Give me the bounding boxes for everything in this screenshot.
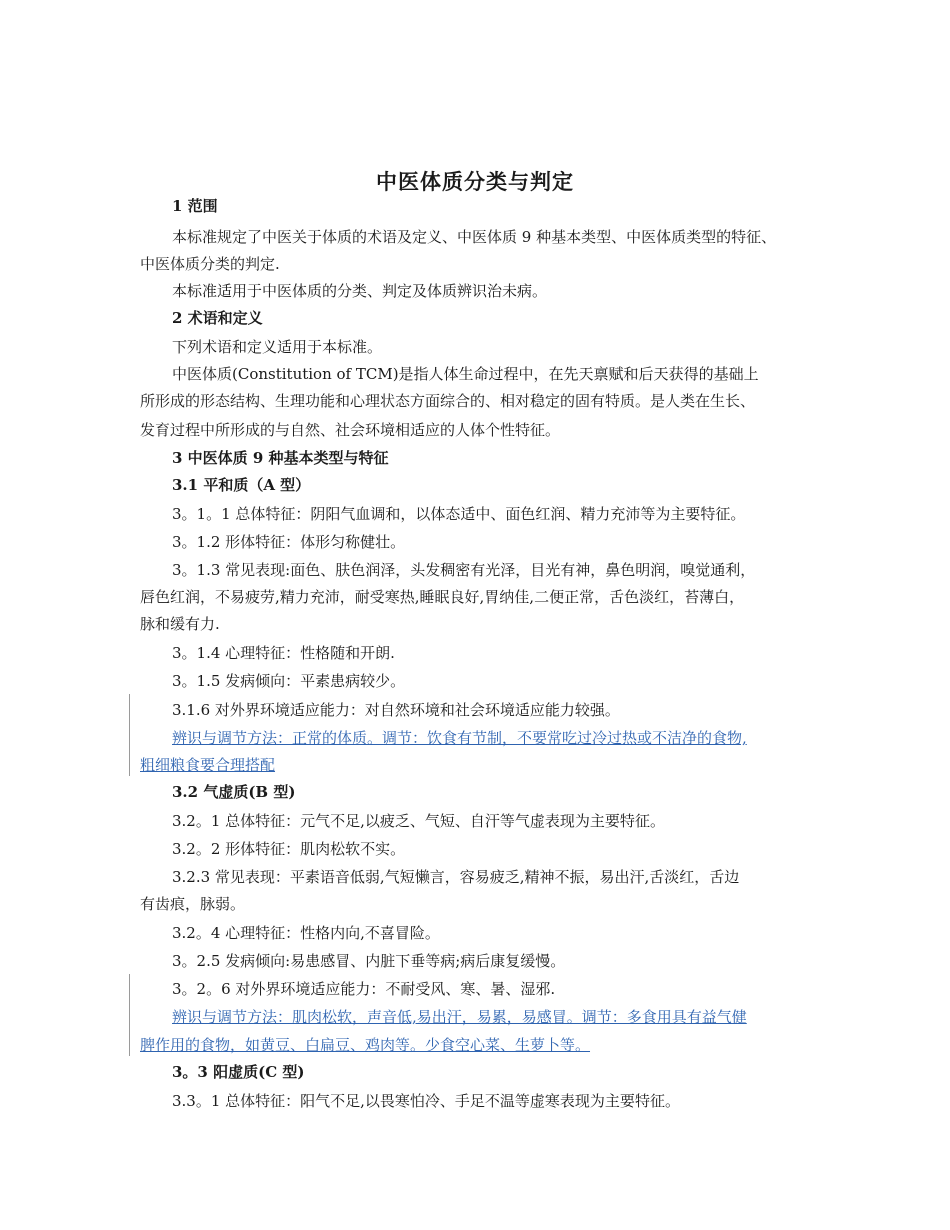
paragraph-line: 3。1.2 形体特征：体形匀称健壮。 — [172, 533, 406, 551]
section-heading-terms: 2 术语和定义 — [172, 309, 263, 327]
section-heading-types: 3 中医体质 9 种基本类型与特征 — [172, 449, 389, 467]
revised-text-line: 粗细粮食要合理搭配 — [140, 756, 276, 774]
paragraph-line: 所形成的形态结构、生理功能和心理状态方面综合的、相对稳定的固有特质。是人类在生长、 — [140, 392, 756, 410]
paragraph-line: 唇色红润，不易疲劳,精力充沛，耐受寒热,睡眠良好,胃纳佳,二便正常，舌色淡红，苔薄白， — [140, 588, 745, 606]
paragraph-line: 3.2.3 常见表现：平素语音低弱,气短懒言，容易疲乏,精神不振，易出汗,舌淡红，舌边 — [172, 868, 740, 886]
subsection-heading-a: 3.1 平和质（A 型） — [172, 476, 311, 494]
document-title: 中医体质分类与判定 — [376, 169, 574, 194]
paragraph-line: 3。1.5 发病倾向：平素患病较少。 — [172, 672, 406, 690]
section-heading-scope: 1 范围 — [172, 197, 218, 215]
paragraph-line: 3.1.6 对外界环境适应能力：对自然环境和社会环境适应能力较强。 — [172, 701, 620, 719]
paragraph-line: 3.3。1 总体特征：阳气不足,以畏寒怕冷、手足不温等虚寒表现为主要特征。 — [172, 1092, 680, 1110]
paragraph-line: 3。1.3 常见表现:面色、肤色润泽，头发稠密有光泽，目光有神，鼻色明润，嗅觉通利， — [172, 561, 756, 579]
revision-bar — [129, 694, 130, 776]
revised-text-line: 辨识与调节方法：正常的体质。调节：饮食有节制，不要常吃过冷过热或不洁净的食物, — [172, 729, 747, 747]
paragraph-line: 本标准适用于中医体质的分类、判定及体质辨识治未病。 — [172, 282, 548, 300]
paragraph-line: 有齿痕，脉弱。 — [140, 895, 246, 913]
paragraph-line: 下列术语和定义适用于本标准。 — [172, 338, 383, 356]
paragraph-line: 3.2。1 总体特征：元气不足,以疲乏、气短、自汗等气虚表现为主要特征。 — [172, 812, 665, 830]
paragraph-line: 3。2.5 发病倾向:易患感冒、内脏下垂等病;病后康复缓慢。 — [172, 952, 566, 970]
revised-text-line: 辨识与调节方法：肌肉松软，声音低,易出汗，易累，易感冒。调节：多食用具有益气健 — [172, 1008, 747, 1026]
paragraph-line: 中医体质分类的判定. — [140, 255, 280, 273]
paragraph-line: 3。1.4 心理特征：性格随和开朗. — [172, 644, 395, 662]
paragraph-line: 中医体质(Constitution of TCM)是指人体生命过程中，在先天禀赋和后天获得的基础上 — [172, 365, 759, 383]
subsection-heading-c: 3。3 阳虚质(C 型) — [172, 1063, 305, 1081]
paragraph-line: 3。2。6 对外界环境适应能力：不耐受风、寒、暑、湿邪. — [172, 980, 556, 998]
paragraph-line: 本标准规定了中医关于体质的术语及定义、中医体质 9 种基本类型、中医体质类型的特征、 — [172, 228, 777, 246]
paragraph-line: 发育过程中所形成的与自然、社会环境相适应的人体个性特征。 — [140, 421, 561, 439]
subsection-heading-b: 3.2 气虚质(B 型) — [172, 783, 296, 801]
paragraph-line: 3.2。4 心理特征：性格内向,不喜冒险。 — [172, 924, 440, 942]
revised-text-line: 脾作用的食物，如黄豆、白扁豆、鸡肉等。少食空心菜、生萝卜等。 — [140, 1036, 591, 1054]
revision-bar — [129, 974, 130, 1056]
paragraph-line: 脉和缓有力. — [140, 615, 220, 633]
paragraph-line: 3。1。1 总体特征：阴阳气血调和，以体态适中、面色红润、精力充沛等为主要特征。 — [172, 505, 746, 523]
paragraph-line: 3.2。2 形体特征：肌肉松软不实。 — [172, 840, 406, 858]
